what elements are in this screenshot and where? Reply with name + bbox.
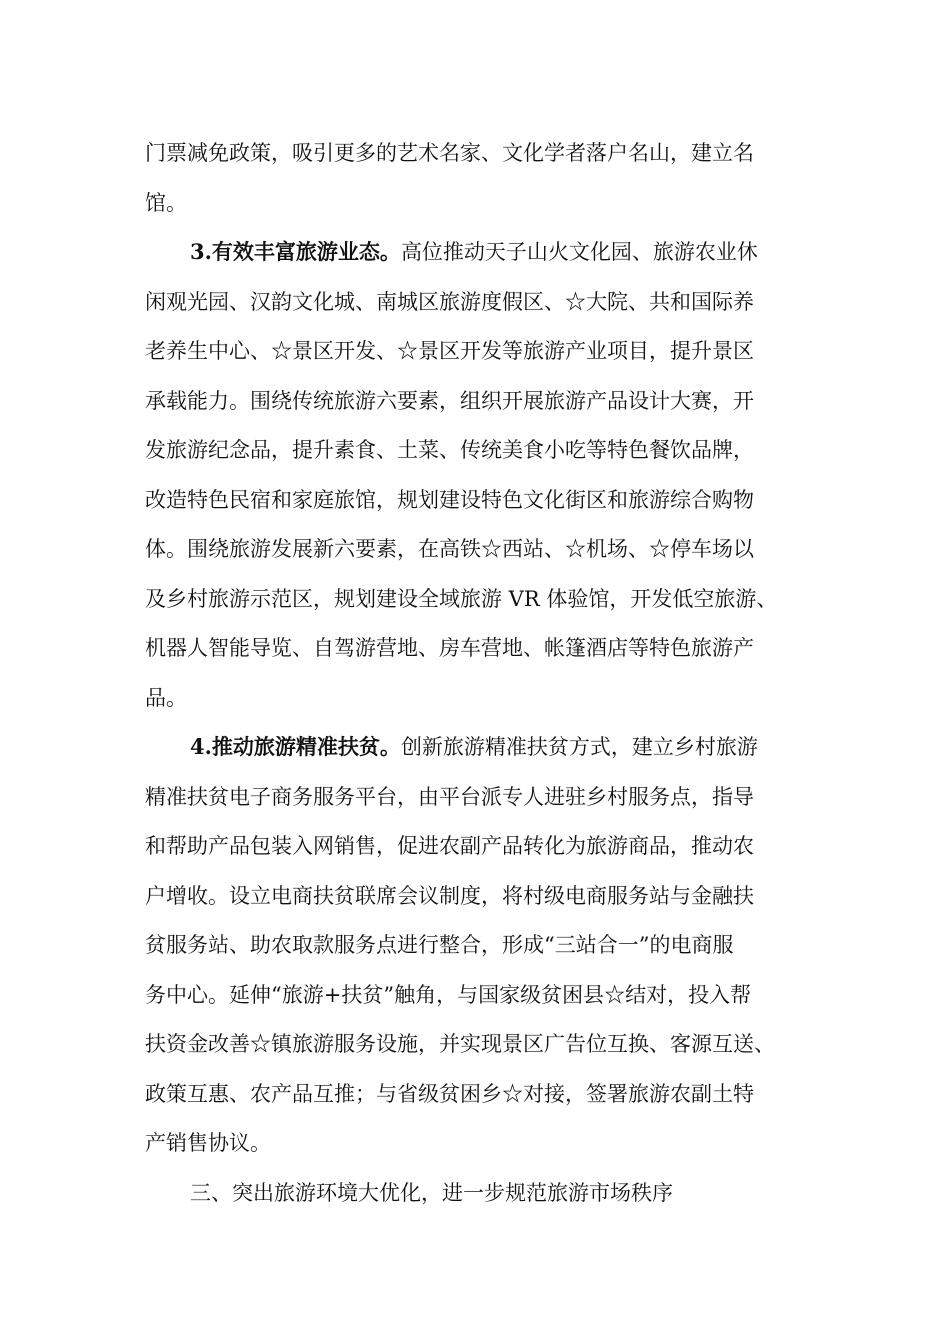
text-line: 务中心。延伸“旅游+扶贫”触角，与国家级贫困县☆结对，投入帮 xyxy=(145,983,752,1007)
text-line: 馆。 xyxy=(145,191,187,215)
text-line: 改造特色民宿和家庭旅馆，规划建设特色文化街区和旅游综合购物 xyxy=(145,488,754,512)
text-line: 承载能力。围绕传统旅游六要素，组织开展旅游产品设计大赛，开 xyxy=(145,389,754,413)
text-line: 及乡村旅游示范区，规划建设全域旅游 VR 体验馆，开发低空旅游、 xyxy=(145,587,778,611)
paragraph-text: 高位推动天子山火文化园、旅游农业休 xyxy=(400,240,758,264)
paragraph-4-first-line xyxy=(190,732,870,762)
text-line: 贫服务站、助农取款服务点进行整合，形成“三站合一”的电商服 xyxy=(145,933,734,957)
text-line: 品。 xyxy=(145,686,187,710)
text-line: 发旅游纪念品，提升素食、土菜、传统美食小吃等特色餐饮品牌， xyxy=(145,438,754,462)
text-line: 体。围绕旅游发展新六要素，在高铁☆西站、☆机场、☆停车场以 xyxy=(145,537,754,561)
text-line: 户增收。设立电商扶贫联席会议制度，将村级电商服务站与金融扶 xyxy=(145,884,754,908)
text-line: 机器人智能导览、自驾游营地、房车营地、帐篷酒店等特色旅游产 xyxy=(145,636,754,660)
text-line: 老养生中心、☆景区开发、☆景区开发等旅游产业项目，提升景区 xyxy=(145,339,754,363)
section-heading: 三、突出旅游环境大优化，进一步规范旅游市场秩序 xyxy=(190,1181,673,1205)
text-line: 扶资金改善☆镇旅游服务设施，并实现景区广告位互换、客源互送、 xyxy=(145,1032,775,1056)
text-line: 政策互惠、农产品互推；与省级贫困乡☆对接，签署旅游农副土特 xyxy=(145,1082,754,1106)
text-line: 精准扶贫电子商务服务平台，由平台派专人进驻乡村服务点，指导 xyxy=(145,785,754,809)
text-line: 和帮助产品包装入网销售，促进农副产品转化为旅游商品，推动农 xyxy=(145,834,754,858)
paragraph-text: 创新旅游精准扶贫方式，建立乡村旅游 xyxy=(400,735,758,759)
paragraph-3-first-line xyxy=(190,237,870,267)
text-line: 闲观光园、汉韵文化城、南城区旅游度假区、☆大院、共和国际养 xyxy=(145,290,754,314)
text-line: 门票减免政策，吸引更多的艺术名家、文化学者落户名山，建立名 xyxy=(145,141,754,165)
paragraph-heading-3: 3.有效丰富旅游业态。 xyxy=(190,239,401,264)
text-line: 产销售协议。 xyxy=(145,1131,271,1155)
paragraph-heading-4: 4.推动旅游精准扶贫。 xyxy=(190,734,401,759)
